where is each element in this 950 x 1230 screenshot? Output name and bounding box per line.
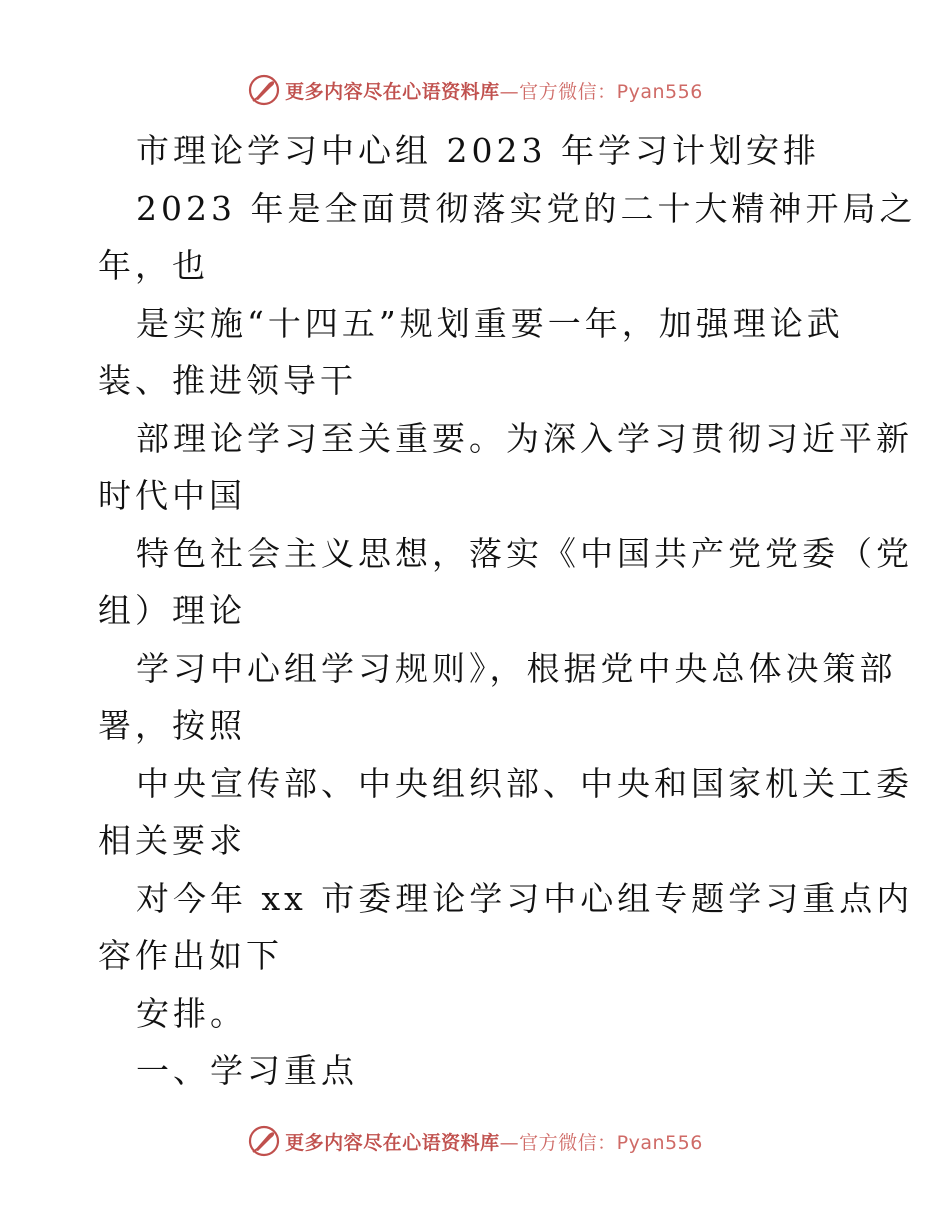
- watermark-text: 更多内容尽在心语资料库—官方微信：Pyan556: [285, 80, 703, 103]
- paragraph-line: 年，也: [98, 246, 209, 285]
- paragraph-line: 署，按照: [98, 706, 246, 745]
- paragraph-line: 装、推进领导干: [98, 361, 357, 400]
- paragraph-line: 2023 年是全面贯彻落实党的二十大精神开局之: [136, 188, 917, 228]
- section-heading: 一、学习重点: [136, 1051, 358, 1090]
- paragraph-line: 容作出如下: [98, 936, 283, 975]
- paragraph-line: 特色社会主义思想，落实《中国共产党党委（党: [136, 533, 913, 573]
- paragraph-line: 学习中心组学习规则》，根据党中央总体决策部: [136, 648, 897, 688]
- watermark-footer: [0, 1121, 950, 1161]
- paragraph-line: 部理论学习至关重要。为深入学习贯彻习近平新: [136, 418, 913, 458]
- paragraph-line: 是实施“十四五”规划重要一年，加强理论武: [136, 303, 844, 343]
- document-title: 市理论学习中心组 2023 年学习计划安排: [136, 131, 820, 170]
- watermark-text: 更多内容尽在心语资料库—官方微信：Pyan556: [285, 1131, 703, 1154]
- document-body: [98, 122, 917, 1100]
- quill-pen-icon: [247, 73, 281, 107]
- paragraph-line: 时代中国: [98, 476, 246, 515]
- paragraph-line: 组）理论: [98, 591, 246, 630]
- watermark-header: [0, 70, 950, 110]
- paragraph-line: 安排。: [136, 993, 247, 1033]
- quill-pen-icon: [247, 1124, 281, 1158]
- paragraph-line: 相关要求: [98, 821, 246, 860]
- paragraph-line: 对今年 xx 市委理论学习中心组专题学习重点内: [136, 878, 914, 918]
- paragraph-line: 中央宣传部、中央组织部、中央和国家机关工委: [136, 763, 913, 803]
